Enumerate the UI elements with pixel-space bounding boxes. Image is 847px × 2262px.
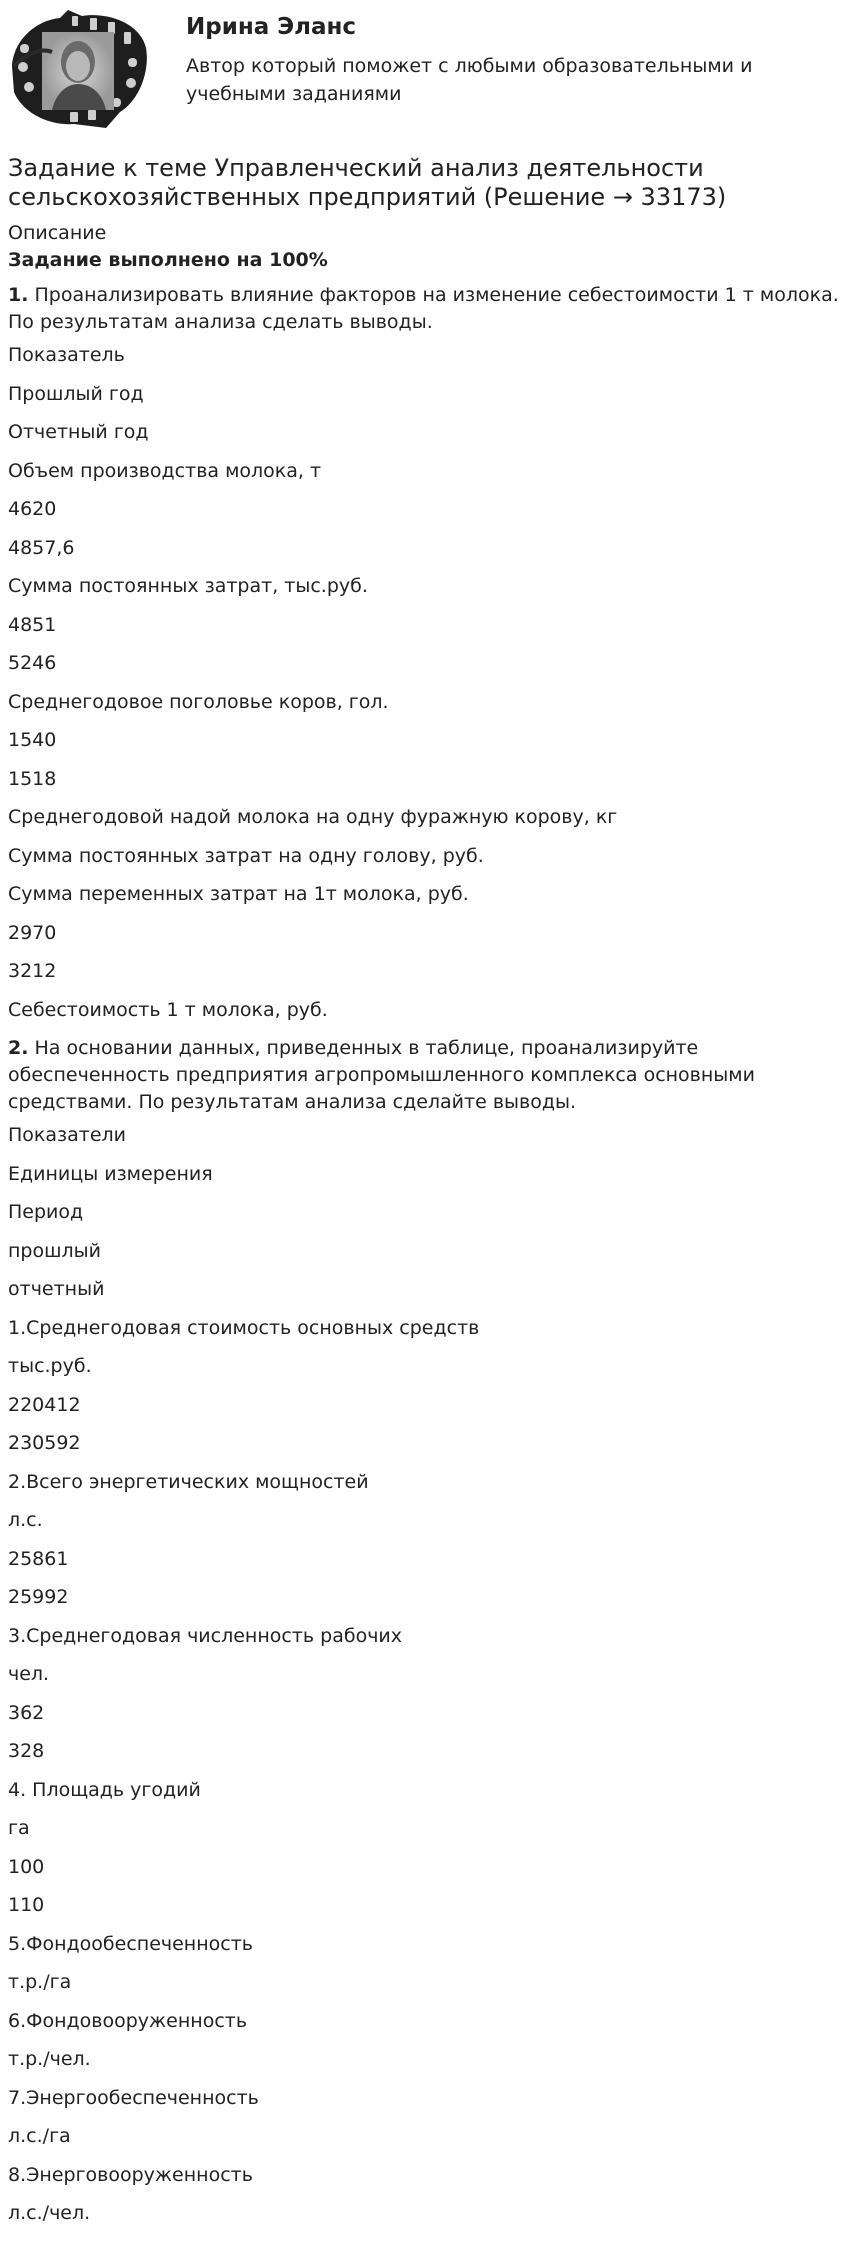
table-cell: Себестоимость 1 т молока, руб. [8, 998, 328, 1021]
task-1-number: 1. [8, 284, 29, 306]
table-cell: л.с./чел. [8, 2202, 91, 2224]
table-cell: чел. [8, 1663, 50, 1685]
table-cell: Среднегодовое поголовье коров, гол. [8, 690, 389, 713]
table-cell: Сумма постоянных затрат на одну голову, руб. [8, 844, 484, 867]
table-cell: т.р./га [8, 1971, 72, 1993]
table-cell: отчетный [8, 1278, 105, 1300]
table-cell: Среднегодовой надой молока на одну фуражную корову, кг [8, 806, 618, 828]
table-cell: 4851 [8, 613, 57, 636]
table-cell: 4857,6 [8, 536, 75, 559]
table-cell: л.с. [8, 1509, 43, 1531]
table-cell: 220412 [8, 1393, 81, 1416]
author-name[interactable]: Ирина Эланс [186, 14, 357, 40]
task-2-body: На основании данных, приведенных в таблице, проанализируйте обеспеченность предприятия агропромышленного комплекса основными средствами. По результатам анализа сделайте выводы. [8, 1037, 755, 1113]
table-cell: 3.Среднегодовая численность рабочих [8, 1624, 403, 1647]
table-cell: 7.Энергообеспеченность [8, 2086, 259, 2109]
table-cell: Сумма постоянных затрат, тыс.руб. [8, 575, 368, 597]
table-cell: Объем производства молока, т [8, 459, 322, 482]
table-cell: 2.Всего энергетических мощностей [8, 1470, 369, 1493]
completion-status: Задание выполнено на 100% [8, 249, 328, 271]
author-info [186, 8, 786, 108]
table-cell: Прошлый год [8, 382, 144, 405]
table-cell: 4. Площадь угодий [8, 1778, 201, 1801]
table-cell: 6.Фондовооруженность [8, 2009, 248, 2032]
table-cell: 25992 [8, 1586, 69, 1608]
table-cell: 4620 [8, 498, 57, 520]
table-cell: 5.Фондообеспеченность [8, 1932, 253, 1955]
task-2-number: 2. [8, 1037, 29, 1059]
author-avatar [8, 8, 150, 130]
table-cell: Отчетный год [8, 421, 149, 443]
task-2-table [8, 1122, 839, 2239]
table-cell: 5246 [8, 652, 57, 674]
table-cell: 110 [8, 1894, 45, 1916]
table-cell: 1540 [8, 729, 57, 751]
task-title: Задание к теме Управленческий анализ деятельности сельскохозяйственных предприятий (Решение → 33173) [8, 154, 727, 211]
table-cell: 25861 [8, 1547, 69, 1570]
table-cell: 3212 [8, 960, 57, 982]
task-1-body: Проанализировать влияние факторов на изменение себестоимости 1 т молока. По результатам анализа сделать выводы. [8, 284, 839, 333]
table-cell: 100 [8, 1855, 45, 1878]
description-label: Описание [8, 222, 107, 244]
task-1-text [8, 282, 839, 336]
table-cell: 1518 [8, 767, 57, 790]
table-cell: л.с./га [8, 2125, 71, 2147]
table-cell: тыс.руб. [8, 1355, 92, 1377]
table-cell: 328 [8, 1740, 45, 1762]
table-cell: 1.Среднегодовая стоимость основных средств [8, 1316, 480, 1339]
table-cell: Период [8, 1201, 84, 1223]
table-cell: 8.Энерговооруженность [8, 2163, 253, 2186]
task-2-text [8, 1035, 839, 1116]
task-1-table [8, 342, 839, 1035]
table-cell: га [8, 1817, 30, 1839]
table-cell: 2970 [8, 921, 57, 944]
author-description: Автор который поможет с любыми образовательными и учебными заданиями [186, 55, 753, 105]
table-cell: Показатель [8, 344, 125, 366]
table-cell: 230592 [8, 1432, 81, 1454]
table-cell: Единицы измерения [8, 1162, 213, 1185]
table-cell: Показатели [8, 1124, 127, 1146]
author-card [8, 0, 839, 148]
table-cell: т.р./чел. [8, 2048, 91, 2070]
table-cell: 362 [8, 1701, 45, 1724]
table-cell: Сумма переменных затрат на 1т молока, руб. [8, 883, 469, 905]
table-cell: прошлый [8, 1239, 101, 1262]
